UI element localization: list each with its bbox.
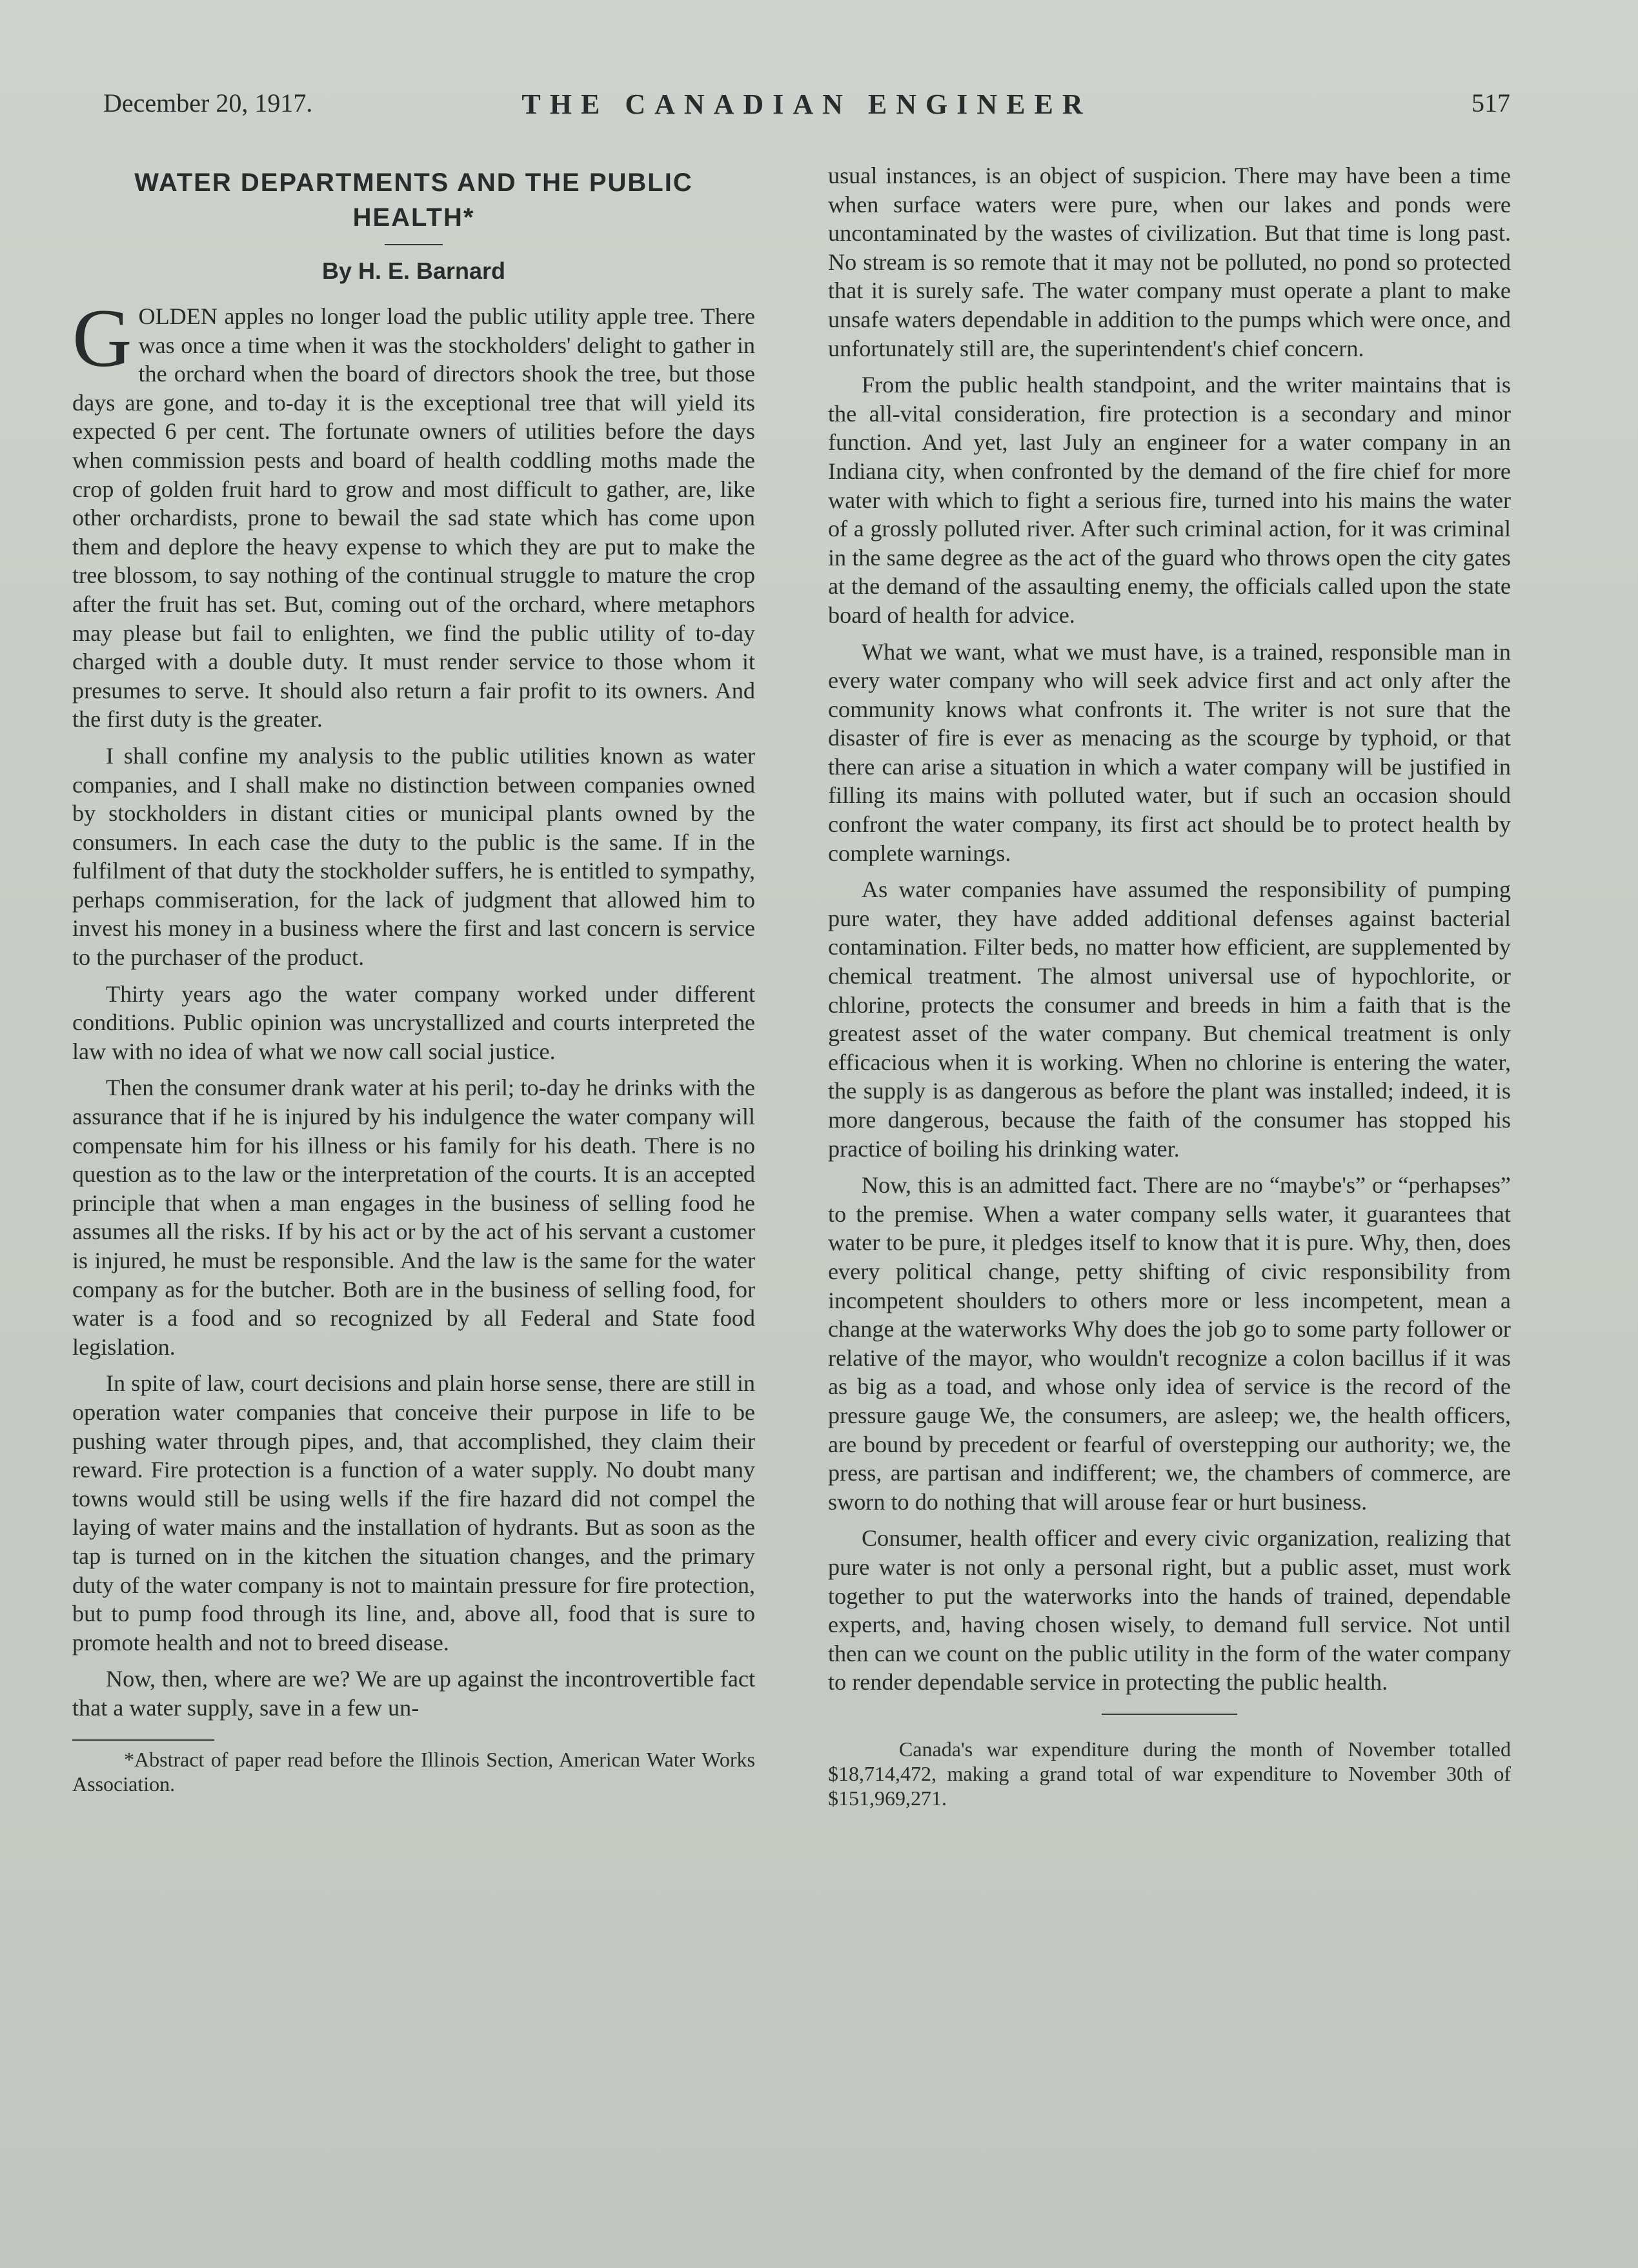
- paragraph-9: What we want, what we must have, is a trained, responsible man in every water company who will seek advice first and act only after the community knows what confronts it. The writer is not sure that the disaster of fire is ever as menacing as the scourge by typhoid, or that there can arise a situation in which a water company will be justified in filling its mains with polluted water, but if such an occasion should confront the water company, its first act should be to protect health by complete warnings.: [828, 638, 1511, 866]
- paragraph-1: [72, 292, 755, 734]
- byline: By H. E. Barnard: [321, 258, 506, 284]
- footnote: *Abstract of paper read before the Illinois Section, American Water Works Association.: [72, 1747, 755, 1796]
- paragraph-7: usual instances, is an object of suspicion. There may have been a time when surface waters were pure, when our lakes and ponds were uncontaminated by the wastes of civilization. But that time is long past. No stream is so remote that it may not be polluted, no pond so protected that it is surely safe. The water company must operate a plant to make unsafe waters dependable in addition to the pumps which were once, and unfortunately still are, the superintendent's chief concern.: [828, 163, 1511, 361]
- end-rule: [1102, 1714, 1237, 1715]
- paragraph-10: As water companies have assumed the responsibility of pumping pure water, they have added additional defenses against bacterial contamination. Filter beds, no matter how efficient, are supplemented by chemical treatment. The almost universal use of hypochlorite, or chlorine, protects the consumer and breeds in him a faith that is the greatest asset of the water company. But chemical treatment is only efficacious when it is working. When no chlorine is entering the water, the supply is as dangerous as before the plant was installed; indeed, it is more dangerous, because the faith of the consumer has stopped his practice of boiling his drinking water.: [828, 876, 1511, 1162]
- paragraph-6: Now, then, where are we? We are up against the incontrovertible fact that a water supply, save in a few un-: [72, 1666, 755, 1721]
- paragraph-5: In spite of law, court decisions and plain horse sense, there are still in operation water companies that conceive their purpose in life to be pushing water through pipes, and, that accomplished, they claim their reward. Fire protection is a function of a water supply. No doubt many towns would still be using wells if the fire hazard did not compel the laying of water mains and the installation of hydrants. But as soon as the tap is turned on in the kitchen the situation changes, and the primary duty of the water company is not to maintain pressure for fire protection, but to pump food through its line, and, above all, food that is sure to promote health and not to breed disease.: [72, 1370, 755, 1655]
- war-expenditure-note: Canada's war expenditure during the month of November totalled $18,714,472, making a grand total of war expenditure to November 30th of $151,969,271.: [828, 1737, 1511, 1810]
- journal-title: THE CANADIAN ENGINEER: [521, 88, 1092, 120]
- page-number: 517: [1471, 88, 1510, 117]
- paragraph-3: Thirty years ago the water company worked under different conditions. Public opinion was uncrystallized and courts interpreted the law with no idea of what we now call social justice.: [72, 980, 755, 1064]
- article-title: WATER DEPARTMENTS AND THE PUBLIC HEALTH*: [134, 168, 693, 232]
- paragraph-4: Then the consumer drank water at his peril; to-day he drinks with the assurance that if he is injured by his indulgence the water company will compensate him for his illness or his family for his death. There is no question as to the law or the interpretation of the courts. It is an accepted principle that when a man engages in the business of selling food he assumes all the risks. If by his act or by the act of his servant a customer is injured, he must be responsible. And the law is the same for the water company as for the butcher. Both are in the business of selling food, for water is a food and so recognized by all Federal and State food legislation.: [72, 1075, 755, 1360]
- right-column: [828, 161, 1511, 1810]
- title-rule: [385, 244, 443, 245]
- paragraph-11: Now, this is an admitted fact. There are no “maybe's” or “perhapses” to the premise. When a water company sells water, it guarantees that water to be pure, it pledges itself to know that it is pure. Why, then, does every political change, petty shifting of civic responsibility from incompetent shoulders to others more or less incompetent, mean a change at the waterworks Why does the job go to some party follower or relative of the mayor, who wouldn't recognize a colon bacillus if it was as big as a toad, and whose only idea of service is the record of the pressure gauge We, the consumers, are asleep; we, the health officers, are bound by precedent or fearful of overstepping our authority; we, the press, are partisan and indifferent; we, the chambers of commerce, are sworn to do nothing that will arouse fear or hurt business.: [828, 1172, 1511, 1515]
- paragraph-2: I shall confine my analysis to the public utilities known as water companies, and I shall make no distinction between companies owned by stockholders in distant cities or municipal plants owned by the consumers. In each case the duty to the public is the same. If in the fulfilment of that duty the stockholder suffers, he is entitled to sympathy, perhaps commiseration, for the lack of judgment that allowed him to invest his money in a business where the first and last concern is service to the purchaser of the product.: [72, 742, 755, 971]
- drop-cap: G: [72, 292, 132, 384]
- paragraph-8: From the public health standpoint, and the writer maintains that is the all-vital consideration, fire protection is a secondary and minor function. And yet, last July an engineer for a water company in an Indiana city, when confronted by the demand of the fire chief for more water with which to fight a serious fire, turned into his mains the water of a grossly polluted river. After such criminal action, for it was criminal in the same degree as the act of the guard who throws open the city gates at the demand of the assaulting enemy, the officials called upon the state board of health for advice.: [828, 372, 1511, 628]
- running-head: [103, 88, 1510, 127]
- footnote-rule: [72, 1739, 214, 1741]
- paragraph-12: Consumer, health officer and every civic organization, realizing that pure water is not only a personal right, but a public asset, must work together to put the waterworks into the hands of trained, dependable experts, and, having chosen wisely, to demand full service. Not until then can we count on the public utility in the form of the water company to render dependable service in protecting the public health.: [828, 1525, 1511, 1696]
- left-column: [72, 161, 755, 1796]
- paragraph-1-text: OLDEN apples no longer load the public utility apple tree. There was once a time when it was the stockholders' delight to gather in the orchard when the board of directors shook the tree, but those days are gone, and to-day it is the exceptional tree that will yield its expected 6 per cent. The fortunate owners of utilities before the days when commission pests and board of health coddling moths made the crop of golden fruit hard to grow and most difficult to gather, are, like other orchardists, prone to bewail the sad state which has come upon them and deplore the heavy expense to which they are put to make the tree blossom, to say nothing of the continual struggle to mature the crop after the fruit has set. But, coming out of the orchard, where metaphors may please but fail to enlighten, we find the public utility of to-day charged with a double duty. It must render service to those whom it presumes to serve. It should also return a fair profit to its owners. And the first duty is the greater.: [72, 303, 755, 733]
- issue-date: December 20, 1917.: [103, 88, 313, 117]
